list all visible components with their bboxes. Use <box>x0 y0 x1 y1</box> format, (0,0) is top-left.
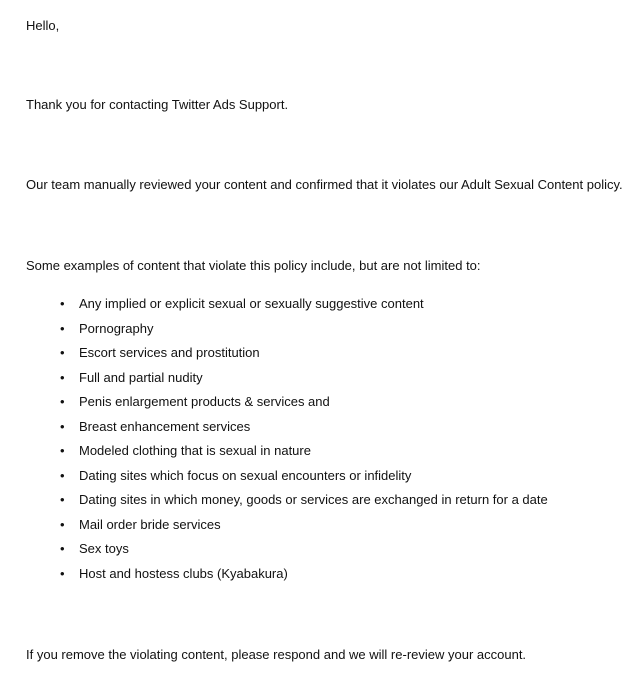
bullet-icon: • <box>60 345 65 360</box>
bullet-icon: • <box>60 565 65 581</box>
list-item <box>60 541 548 566</box>
list-item <box>60 468 548 493</box>
bullet-icon: • <box>60 296 65 311</box>
list-item <box>60 566 548 591</box>
list-item-text: Breast enhancement services <box>79 418 251 434</box>
list-item-text: Full and partial nudity <box>79 369 203 385</box>
examples-list <box>60 296 548 590</box>
list-item-text: Penis enlargement products & services and <box>79 394 330 409</box>
list-item-text: Pornography <box>79 320 154 336</box>
list-item-text: Mail order bride services <box>79 516 221 532</box>
review-message: Our team manually reviewed your content and confirmed that it violates our Adult Sexual Content policy. <box>26 177 623 192</box>
list-item-text: Sex toys <box>79 541 129 556</box>
examples-intro: Some examples of content that violate this policy include, but are not limited to: <box>26 258 481 273</box>
list-item-text: Dating sites in which money, goods or services are exchanged in return for a date <box>79 492 548 507</box>
list-item-text: Dating sites which focus on sexual encounters or infidelity <box>79 467 412 483</box>
bullet-icon: • <box>60 394 65 409</box>
list-item-text: Modeled clothing that is sexual in nature <box>79 443 311 458</box>
bullet-icon: • <box>60 492 65 507</box>
list-item <box>60 394 548 419</box>
list-item-text: Any implied or explicit sexual or sexually suggestive content <box>79 296 424 311</box>
bullet-icon: • <box>60 418 65 434</box>
bullet-icon: • <box>60 541 65 556</box>
bullet-icon: • <box>60 467 65 483</box>
bullet-icon: • <box>60 516 65 532</box>
bullet-icon: • <box>60 320 65 336</box>
closing-message: If you remove the violating content, please respond and we will re-review your account. <box>26 647 527 662</box>
list-item <box>60 517 548 542</box>
bullet-icon: • <box>60 443 65 458</box>
bullet-icon: • <box>60 369 65 385</box>
list-item <box>60 370 548 395</box>
list-item <box>60 345 548 370</box>
list-item <box>60 321 548 346</box>
list-item <box>60 296 548 321</box>
list-item <box>60 443 548 468</box>
list-item-text: Escort services and prostitution <box>79 345 260 360</box>
thanks-message: Thank you for contacting Twitter Ads Support. <box>26 97 289 112</box>
greeting: Hello, <box>26 18 60 33</box>
list-item-text: Host and hostess clubs (Kyabakura) <box>79 565 288 581</box>
list-item <box>60 419 548 444</box>
list-item <box>60 492 548 517</box>
